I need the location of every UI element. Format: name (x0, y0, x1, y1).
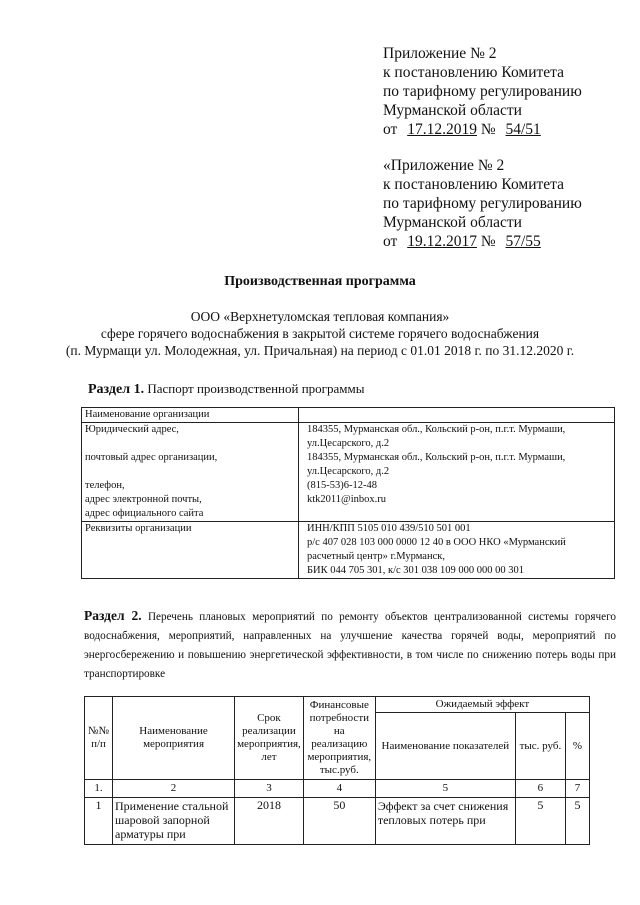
passport-table (81, 407, 615, 579)
subtitle-line: (п. Мурмащи ул. Молодежная, ул. Причальная) на период с 01.01 2018 г. по 31.12.2020 г. (65, 343, 575, 358)
table-cell: 5 (375, 780, 515, 798)
legal-address-value: 184355, Мурманская обл., Кольский р-он, п.г.т. Мурмаши, (307, 424, 566, 435)
subtitle-line: ООО «Верхнетуломская тепловая компания» (190, 309, 450, 324)
legal-address-label: Юридический адрес, (85, 424, 179, 435)
postal-address-label: почтовый адрес организации, (85, 452, 218, 463)
header-term: Срок реализации мероприятия, лет (235, 697, 304, 780)
header-finance: Финансовые потребности на реализацию мероприятия, тыс.руб. (303, 697, 375, 780)
email-value: ktk2011@inbox.ru (307, 494, 386, 505)
row-num: 1 (85, 798, 113, 845)
legal-address-value: ул.Цесарского, д.2 (307, 438, 390, 449)
document-title: Производственная программа (224, 274, 416, 289)
section-text: Перечень плановых мероприятий по ремонту объектов централизованной системы горячего водоснабжения, мероприятий, направленных на улучшение качества горячей воды, мероприятий по энергосбережению и повышению энергетической эффективности, в том числе по снижению потерь воды при транспортировке (84, 611, 616, 680)
requisites-line: ИНН/КПП 5105 010 439/510 501 001 (307, 523, 471, 534)
header-rub: тыс. руб. (515, 713, 565, 780)
requisites-line: р/с 407 028 103 000 0000 12 40 в ООО НКО «Мурманский (307, 537, 566, 548)
row-rub: 5 (515, 798, 565, 845)
appendix-line: к постановлению Комитета (383, 176, 564, 193)
appendix-line: к постановлению Комитета (383, 64, 564, 81)
from-label: от (383, 121, 398, 138)
row-name: Применение стальной шаровой запорной арматуры при (113, 798, 235, 845)
section-number: Раздел 1. (88, 382, 145, 397)
table-cell: Наименование организации (82, 408, 299, 423)
appendix-line: по тарифному регулированию (383, 195, 582, 212)
postal-address-value: ул.Цесарского, д.2 (307, 466, 390, 477)
appendix-line: «Приложение № 2 (383, 157, 505, 174)
appendix-date: 19.12.2017 (407, 233, 477, 250)
section-text: Паспорт производственной программы (147, 381, 365, 396)
document-subtitle (30, 308, 610, 359)
appendix-date: 17.12.2019 (407, 121, 477, 138)
row-finance: 50 (303, 798, 375, 845)
table-row (82, 423, 615, 522)
appendix-date-line (383, 232, 582, 251)
table-cell (299, 522, 615, 579)
subtitle-line: сфере горячего водоснабжения в закрытой системе горячего водоснабжения (100, 326, 540, 341)
appendix-line: Приложение № 2 (383, 45, 497, 62)
table-cell: 4 (303, 780, 375, 798)
table-row (82, 522, 615, 579)
table-cell (299, 408, 615, 423)
table-index-row (85, 780, 590, 798)
appendix-number: 57/55 (505, 233, 541, 250)
appendix-line: по тарифному регулированию (383, 83, 582, 100)
appendix-number: 54/51 (505, 121, 541, 138)
phone-label: телефон, (85, 480, 125, 491)
section1-heading (88, 381, 364, 398)
site-label: адрес официального сайта (85, 508, 204, 519)
phone-value: (815-53)6-12-48 (307, 480, 377, 491)
header-name: Наименование мероприятия (113, 697, 235, 780)
table-cell (82, 423, 299, 522)
requisites-line: БИК 044 705 301, к/с 301 038 109 000 000 00 301 (307, 565, 525, 576)
row-indicator: Эффект за счет снижения тепловых потерь при (375, 798, 515, 845)
row-pct: 5 (565, 798, 589, 845)
table-cell: 2 (113, 780, 235, 798)
requisites-line: расчетный центр» г.Мурманск, (307, 551, 445, 562)
header-pct: % (565, 713, 589, 780)
table-row (85, 798, 590, 845)
table-cell: 7 (565, 780, 589, 798)
table-cell: Реквизиты организации (82, 522, 299, 579)
header-indicator: Наименование показателей (375, 713, 515, 780)
row-term: 2018 (235, 798, 304, 845)
table-cell: 1. (85, 780, 113, 798)
section2-paragraph (84, 606, 616, 684)
section-number: Раздел 2. (84, 608, 142, 623)
from-label: от (383, 233, 398, 250)
header-effect: Ожидаемый эффект (375, 697, 589, 713)
measures-table (84, 696, 590, 845)
table-cell: 6 (515, 780, 565, 798)
table-row (82, 408, 615, 423)
table-header-row (85, 697, 590, 713)
appendix-line: Мурманской области (383, 214, 522, 231)
table-cell: 3 (235, 780, 304, 798)
number-label: № (480, 233, 496, 250)
email-label: адрес электронной почты, (85, 494, 202, 505)
table-cell (299, 423, 615, 522)
appendix-original (383, 156, 582, 251)
appendix-date-line (383, 120, 582, 139)
number-label: № (480, 121, 496, 138)
postal-address-value: 184355, Мурманская обл., Кольский р-он, п.г.т. Мурмаши, (307, 452, 566, 463)
appendix-current (383, 44, 582, 139)
appendix-line: Мурманской области (383, 102, 522, 119)
header-num: №№ п/п (85, 697, 113, 780)
